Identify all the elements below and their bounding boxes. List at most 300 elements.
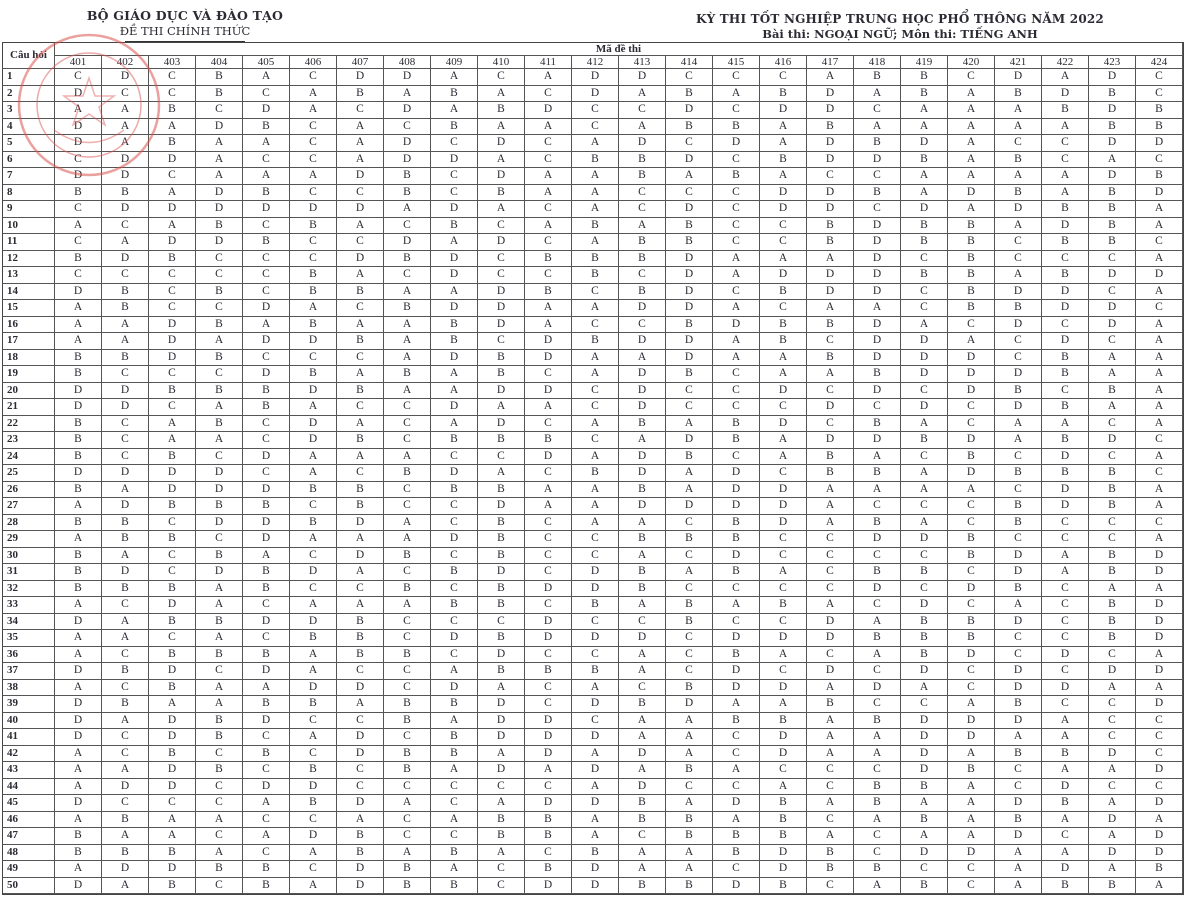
answer-cell: B (713, 432, 760, 449)
answer-cell: B (478, 812, 525, 829)
answer-cell: A (525, 300, 572, 317)
answer-cell: D (666, 696, 713, 713)
answer-cell: C (854, 168, 901, 185)
answer-cell: A (1136, 251, 1183, 268)
answer-cell: C (807, 416, 854, 433)
answer-cell: C (1136, 465, 1183, 482)
answer-cell: B (1136, 168, 1183, 185)
answer-cell: C (713, 861, 760, 878)
answer-cell: D (995, 614, 1042, 631)
answer-cell: C (901, 861, 948, 878)
answer-cell: C (760, 300, 807, 317)
answer-cell: B (760, 828, 807, 845)
answer-cell: C (760, 581, 807, 598)
answer-cell: A (384, 449, 431, 466)
answer-cell: D (901, 531, 948, 548)
answer-cell: C (1136, 300, 1183, 317)
answer-cell: A (807, 300, 854, 317)
answer-cell: D (666, 201, 713, 218)
answer-cell: D (807, 663, 854, 680)
answer-cell: A (995, 597, 1042, 614)
answer-cell: D (337, 795, 384, 812)
answer-cell: D (760, 383, 807, 400)
answer-cell: D (901, 713, 948, 730)
answer-cell: C (854, 548, 901, 565)
answer-cell: A (713, 350, 760, 367)
answer-cell: B (243, 498, 290, 515)
answer-cell: B (807, 218, 854, 235)
answer-cell: C (1136, 152, 1183, 169)
answer-cell: A (713, 812, 760, 829)
answer-cell: D (431, 300, 478, 317)
answer-cell: D (1136, 845, 1183, 862)
answer-cell: D (854, 251, 901, 268)
answer-cell: B (384, 878, 431, 895)
answer-cell: A (384, 531, 431, 548)
answer-cell: D (619, 383, 666, 400)
answer-cell: C (525, 86, 572, 103)
answer-cell: C (290, 812, 337, 829)
answer-cell: B (102, 812, 149, 829)
answer-cell: A (807, 482, 854, 499)
answer-cell: A (196, 630, 243, 647)
answer-cell: D (1136, 185, 1183, 202)
answer-cell: A (55, 779, 102, 796)
answer-cell: B (149, 449, 196, 466)
answer-cell: C (995, 630, 1042, 647)
answer-cell: B (478, 366, 525, 383)
answer-cell: D (619, 498, 666, 515)
answer-cell: D (431, 531, 478, 548)
answer-cell: B (1089, 564, 1136, 581)
answer-cell: C (1042, 515, 1089, 532)
answer-cell: B (666, 119, 713, 136)
question-number: 40 (3, 713, 55, 730)
answer-cell: C (290, 234, 337, 251)
answer-cell: D (995, 663, 1042, 680)
answer-cell: A (149, 696, 196, 713)
answer-cell: B (196, 498, 243, 515)
answer-cell: B (55, 251, 102, 268)
answer-cell: D (807, 614, 854, 631)
answer-cell: A (619, 597, 666, 614)
answer-cell: D (666, 284, 713, 301)
answer-cell: C (619, 185, 666, 202)
answer-cell: C (243, 251, 290, 268)
answer-cell: C (854, 845, 901, 862)
question-number: 4 (3, 119, 55, 136)
answer-cell: C (854, 597, 901, 614)
answer-cell: D (807, 432, 854, 449)
answer-cell: A (525, 119, 572, 136)
answer-cell: D (1042, 680, 1089, 697)
answer-cell: C (713, 779, 760, 796)
answer-cell: D (807, 267, 854, 284)
answer-cell: B (666, 317, 713, 334)
answer-cell: D (995, 317, 1042, 334)
answer-cell: A (102, 102, 149, 119)
answer-cell: A (290, 168, 337, 185)
answer-cell: B (619, 696, 666, 713)
answer-cell: C (196, 366, 243, 383)
answer-cell: C (243, 597, 290, 614)
answer-cell: B (948, 300, 995, 317)
answer-cell: C (243, 729, 290, 746)
answer-cell: A (196, 597, 243, 614)
answer-cell: C (572, 548, 619, 565)
answer-cell: A (243, 135, 290, 152)
answer-cell: B (243, 878, 290, 895)
answer-cell: D (196, 185, 243, 202)
answer-cell: A (948, 795, 995, 812)
answer-cell: A (55, 597, 102, 614)
answer-cell: A (337, 531, 384, 548)
question-number: 44 (3, 779, 55, 796)
answer-cell: A (572, 779, 619, 796)
answer-cell: A (525, 168, 572, 185)
answer-cell: D (478, 498, 525, 515)
answer-cell: A (572, 828, 619, 845)
answer-cell: A (619, 713, 666, 730)
answer-cell: C (243, 630, 290, 647)
answer-cell: A (854, 878, 901, 895)
answer-cell: A (431, 762, 478, 779)
answer-cell: B (619, 152, 666, 169)
answer-cell: B (55, 449, 102, 466)
answer-cell: D (760, 201, 807, 218)
answer-cell: D (102, 399, 149, 416)
answer-cell: A (713, 300, 760, 317)
answer-cell: C (1042, 630, 1089, 647)
answer-cell: C (572, 531, 619, 548)
answer-cell: C (901, 498, 948, 515)
answer-cell: A (854, 614, 901, 631)
answer-cell: B (713, 828, 760, 845)
answer-cell: B (384, 581, 431, 598)
answer-cell: A (619, 350, 666, 367)
answer-cell: C (102, 647, 149, 664)
answer-cell: B (337, 828, 384, 845)
answer-cell: D (290, 614, 337, 631)
exam-title: KỲ THI TỐT NGHIỆP TRUNG HỌC PHỔ THÔNG NĂM 2022 (696, 12, 1104, 26)
answer-cell: A (713, 251, 760, 268)
question-number: 35 (3, 630, 55, 647)
answer-cell: A (995, 729, 1042, 746)
exam-code-407: 407 (337, 56, 384, 69)
answer-cell: D (525, 746, 572, 763)
answer-cell: A (807, 828, 854, 845)
answer-cell: D (384, 102, 431, 119)
answer-cell: D (713, 498, 760, 515)
answer-cell: D (854, 267, 901, 284)
answer-cell: A (901, 119, 948, 136)
answer-cell: A (760, 135, 807, 152)
answer-cell: D (807, 185, 854, 202)
answer-cell: C (384, 432, 431, 449)
answer-cell: B (713, 119, 760, 136)
answer-cell: C (1042, 597, 1089, 614)
answer-cell: B (384, 548, 431, 565)
answer-cell: C (196, 746, 243, 763)
answer-cell: A (149, 185, 196, 202)
answer-cell: D (196, 201, 243, 218)
answer-cell: C (713, 581, 760, 598)
answer-cell: C (995, 135, 1042, 152)
answer-cell: A (290, 878, 337, 895)
answer-cell: D (948, 713, 995, 730)
answer-cell: A (572, 300, 619, 317)
question-number: 41 (3, 729, 55, 746)
answer-cell: B (1089, 383, 1136, 400)
answer-cell: C (572, 383, 619, 400)
answer-cell: C (290, 251, 337, 268)
answer-cell: C (807, 383, 854, 400)
answer-cell: D (995, 284, 1042, 301)
answer-cell: D (572, 86, 619, 103)
answer-cell: B (760, 812, 807, 829)
answer-cell: D (948, 845, 995, 862)
answer-cell: C (478, 779, 525, 796)
answer-cell: D (1136, 828, 1183, 845)
answer-cell: D (290, 416, 337, 433)
answer-cell: D (948, 647, 995, 664)
answer-cell: C (901, 300, 948, 317)
answer-cell: D (1089, 432, 1136, 449)
answer-cell: D (948, 465, 995, 482)
answer-cell: D (149, 762, 196, 779)
answer-cell: A (854, 746, 901, 763)
answer-cell: B (243, 696, 290, 713)
answer-cell: A (1089, 762, 1136, 779)
answer-cell: A (1136, 350, 1183, 367)
answer-cell: B (290, 218, 337, 235)
answer-cell: B (854, 779, 901, 796)
answer-cell: C (995, 333, 1042, 350)
answer-cell: A (666, 795, 713, 812)
answer-cell: D (431, 152, 478, 169)
answer-cell: A (948, 201, 995, 218)
answer-cell: C (1089, 647, 1136, 664)
answer-cell: D (807, 399, 854, 416)
answer-cell: D (619, 746, 666, 763)
answer-cell: A (1089, 152, 1136, 169)
answer-cell: A (55, 498, 102, 515)
answer-cell: D (619, 135, 666, 152)
answer-cell: C (713, 69, 760, 86)
answer-cell: B (666, 828, 713, 845)
answer-cell: C (102, 432, 149, 449)
answer-cell: B (384, 366, 431, 383)
answer-cell: A (196, 845, 243, 862)
answer-cell: D (1042, 86, 1089, 103)
answer-cell: C (666, 663, 713, 680)
answer-cell: D (102, 861, 149, 878)
exam-code-413: 413 (619, 56, 666, 69)
answer-cell: B (666, 86, 713, 103)
answer-cell: B (713, 647, 760, 664)
answer-cell: A (572, 201, 619, 218)
answer-cell: B (619, 482, 666, 499)
answer-cell: B (948, 762, 995, 779)
answer-cell: A (290, 663, 337, 680)
exam-code-412: 412 (572, 56, 619, 69)
answer-cell: A (384, 333, 431, 350)
answer-cell: B (807, 119, 854, 136)
answer-cell: A (102, 333, 149, 350)
answer-cell: B (525, 663, 572, 680)
answer-cell: A (525, 399, 572, 416)
answer-cell: C (384, 218, 431, 235)
answer-cell: A (995, 102, 1042, 119)
answer-cell: B (337, 845, 384, 862)
answer-cell: A (337, 152, 384, 169)
answer-cell: D (384, 135, 431, 152)
answer-cell: B (995, 185, 1042, 202)
answer-cell: B (478, 597, 525, 614)
answer-cell: C (760, 218, 807, 235)
answer-cell: A (1042, 729, 1089, 746)
question-number: 28 (3, 515, 55, 532)
answer-cell: C (102, 267, 149, 284)
answer-cell: A (337, 696, 384, 713)
answer-cell: B (337, 333, 384, 350)
answer-cell: B (666, 531, 713, 548)
answer-cell: C (290, 152, 337, 169)
answer-cell: B (854, 630, 901, 647)
answer-cell: A (478, 119, 525, 136)
answer-cell: B (196, 614, 243, 631)
answer-cell: A (807, 69, 854, 86)
answer-cell: D (243, 201, 290, 218)
answer-cell: B (478, 102, 525, 119)
answer-cell: B (431, 845, 478, 862)
answer-cell: A (290, 597, 337, 614)
answer-cell: D (760, 185, 807, 202)
answer-cell: C (1042, 696, 1089, 713)
answer-cell: D (807, 284, 854, 301)
answer-cell: B (572, 465, 619, 482)
answer-cell: D (149, 465, 196, 482)
answer-cell: C (525, 680, 572, 697)
answer-cell: B (55, 366, 102, 383)
answer-cell: C (1042, 317, 1089, 334)
answer-cell: D (854, 333, 901, 350)
answer-cell: A (807, 597, 854, 614)
answer-cell: B (1089, 201, 1136, 218)
answer-cell: C (1042, 663, 1089, 680)
answer-cell: A (854, 482, 901, 499)
answer-cell: C (149, 515, 196, 532)
answer-cell: D (666, 333, 713, 350)
answer-cell: C (384, 564, 431, 581)
answer-cell: C (901, 284, 948, 301)
answer-cell: B (948, 614, 995, 631)
answer-cell: A (807, 251, 854, 268)
answer-cell: C (854, 498, 901, 515)
answer-cell: C (666, 630, 713, 647)
answer-cell: D (525, 581, 572, 598)
answer-cell: C (149, 399, 196, 416)
answer-cell: A (1136, 399, 1183, 416)
answer-cell: A (478, 746, 525, 763)
answer-cell: A (948, 135, 995, 152)
answer-cell: B (196, 86, 243, 103)
answer-cell: D (666, 102, 713, 119)
answer-cell: C (337, 234, 384, 251)
answer-cell: C (478, 333, 525, 350)
question-number: 8 (3, 185, 55, 202)
exam-code-406: 406 (290, 56, 337, 69)
answer-cell: D (760, 102, 807, 119)
answer-cell: C (102, 86, 149, 103)
answer-cell: D (55, 119, 102, 136)
answer-cell: C (995, 482, 1042, 499)
answer-cell: C (1089, 333, 1136, 350)
answer-cell: B (807, 861, 854, 878)
answer-cell: D (337, 69, 384, 86)
answer-cell: D (854, 581, 901, 598)
answer-cell: A (1136, 482, 1183, 499)
answer-cell: C (619, 267, 666, 284)
answer-cell: C (995, 647, 1042, 664)
answer-cell: C (525, 696, 572, 713)
answer-cell: D (995, 69, 1042, 86)
answer-cell: A (1089, 828, 1136, 845)
answer-cell: A (760, 168, 807, 185)
answer-cell: C (1042, 135, 1089, 152)
answer-cell: C (196, 267, 243, 284)
answer-cell: C (55, 267, 102, 284)
question-number: 46 (3, 812, 55, 829)
answer-cell: C (196, 779, 243, 796)
answer-cell: B (290, 630, 337, 647)
answer-cell: B (619, 878, 666, 895)
answer-cell: D (478, 168, 525, 185)
answer-cell: B (384, 713, 431, 730)
answer-cell: D (243, 482, 290, 499)
answer-cell: A (854, 449, 901, 466)
answer-cell: A (1136, 531, 1183, 548)
answer-cell: B (666, 449, 713, 466)
answer-cell: D (102, 465, 149, 482)
answer-cell: B (337, 86, 384, 103)
answer-cell: D (337, 548, 384, 565)
answer-cell: A (1136, 449, 1183, 466)
answer-cell: A (807, 729, 854, 746)
answer-cell: A (760, 119, 807, 136)
answer-cell: A (854, 729, 901, 746)
answer-cell: C (149, 284, 196, 301)
answer-cell: B (149, 845, 196, 862)
answer-cell: A (666, 416, 713, 433)
answer-cell: B (995, 812, 1042, 829)
answer-cell: D (572, 69, 619, 86)
answer-cell: C (1136, 779, 1183, 796)
answer-cell: B (243, 746, 290, 763)
exam-code-405: 405 (243, 56, 290, 69)
answer-cell: A (337, 366, 384, 383)
answer-cell: C (572, 284, 619, 301)
answer-cell: A (760, 696, 807, 713)
answer-cell: B (995, 696, 1042, 713)
answer-cell: D (995, 201, 1042, 218)
answer-cell: C (431, 614, 478, 631)
answer-cell: A (337, 135, 384, 152)
answer-cell: D (290, 564, 337, 581)
answer-cell: B (713, 515, 760, 532)
answer-cell: C (854, 663, 901, 680)
answer-cell: D (431, 399, 478, 416)
